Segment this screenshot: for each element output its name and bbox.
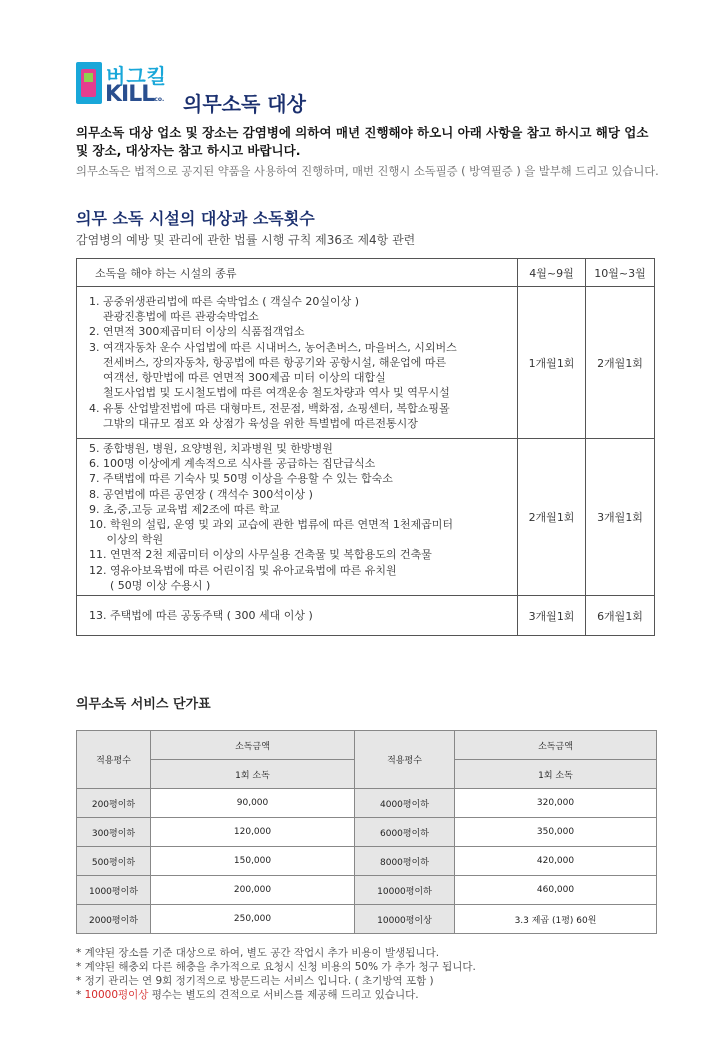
table-header-row — [77, 259, 655, 287]
list-item: 5. 종합병원, 병원, 요양병원, 치과병원 및 한방병원 — [89, 441, 333, 455]
list-item: 전세버스, 장의자동차, 항공법에 따른 항공기와 공항시설, 해운업에 따른 — [89, 355, 447, 369]
area-cell: 4000평이하 — [355, 789, 455, 818]
header-area: 적용평수 — [355, 731, 455, 789]
notes-block — [76, 946, 476, 1002]
header-area: 적용평수 — [77, 731, 151, 789]
frequency-summer: 3개월1회 — [518, 596, 586, 636]
logo-text-ko: 버그킬 — [106, 64, 167, 88]
section-subtitle-law: 감염병의 예방 및 관리에 관한 법률 시행 규칙 제36조 제4항 관련 — [76, 233, 416, 247]
list-item: 여객선, 항만법에 따른 연면적 300제곱 미터 이상의 대합실 — [89, 371, 386, 385]
area-cell: 10000평이하 — [355, 876, 455, 905]
note-item: * 정기 관리는 연 9회 정기적으로 방문드리는 서비스 입니다. ( 초기방역 포함 ) — [76, 975, 434, 987]
header-price: 소독금액 — [455, 731, 657, 760]
area-cell: 1000평이하 — [77, 876, 151, 905]
facility-list — [77, 287, 518, 439]
list-item: 2. 연면적 300제곱미터 이상의 식품접객업소 — [89, 325, 305, 339]
facility-list — [77, 596, 518, 636]
list-item: ( 50명 이상 수용시 ) — [89, 578, 211, 592]
header-per-visit: 1회 소독 — [151, 760, 355, 789]
logo-text-en: KILLco. — [105, 82, 165, 107]
area-cell: 200평이하 — [77, 789, 151, 818]
header-price: 소독금액 — [151, 731, 355, 760]
price-cell: 200,000 — [151, 876, 355, 905]
price-cell: 460,000 — [455, 876, 657, 905]
intro-text: 의무소독은 법적으로 공지된 약품을 사용하여 진행하며, 매번 진행시 소독필증 ( 방역필증 ) 을 발부해 드리고 있습니다. — [76, 165, 659, 178]
list-item: 그밖의 대규모 점포 와 상점가 육성을 위한 특별법에 따른전통시장 — [89, 416, 418, 430]
header-apr-sep: 4월~9월 — [518, 259, 586, 287]
list-item: 7. 주택법에 따른 기숙사 및 50명 이상을 수용할 수 있는 합숙소 — [89, 472, 393, 486]
section-title-pricing: 의무소독 서비스 단가표 — [76, 697, 211, 712]
frequency-summer: 2개월1회 — [518, 439, 586, 596]
note-item: * 10000평이상 평수는 별도의 견적으로 서비스를 제공해 드리고 있습니다. — [76, 989, 419, 1001]
price-cell: 90,000 — [151, 789, 355, 818]
table-row — [77, 905, 657, 934]
list-item: 11. 연면적 2천 제곱미터 이상의 사무실용 건축물 및 복합용도의 건축물 — [89, 548, 432, 562]
area-cell: 500평이하 — [77, 847, 151, 876]
header-per-visit: 1회 소독 — [455, 760, 657, 789]
list-item: 13. 주택법에 따른 공동주택 ( 300 세대 이상 ) — [89, 608, 313, 622]
area-cell: 10000평이상 — [355, 905, 455, 934]
facility-table — [76, 258, 655, 636]
list-item: 8. 공연법에 따른 공연장 ( 객석수 300석이상 ) — [89, 487, 313, 501]
list-item: 6. 100명 이상에게 계속적으로 식사를 공급하는 집단급식소 — [89, 457, 376, 471]
area-cell: 6000평이하 — [355, 818, 455, 847]
frequency-summer: 1개월1회 — [518, 287, 586, 439]
page-title: 의무소독 대상 — [183, 92, 306, 116]
price-cell: 320,000 — [455, 789, 657, 818]
list-item: 4. 유통 산업발전법에 따른 대형마트, 전문점, 백화점, 쇼핑센터, 복합쇼핑몰 — [89, 401, 450, 415]
area-cell: 300평이하 — [77, 818, 151, 847]
table-row — [77, 847, 657, 876]
table-row — [77, 439, 655, 596]
table-row — [77, 818, 657, 847]
logo-mark-icon — [76, 62, 102, 104]
frequency-winter: 3개월1회 — [586, 439, 655, 596]
list-item: 1. 공중위생관리법에 따른 숙박업소 ( 객실수 20실이상 ) — [89, 295, 360, 309]
list-item: 9. 초,중,고등 교육법 제2조에 따른 학교 — [89, 502, 280, 516]
list-item: 10. 학원의 설립, 운영 및 과외 교습에 관한 법류에 따른 연면적 1천제곱미터 — [89, 518, 453, 531]
section-title-facilities: 의무 소독 시설의 대상과 소독횟수 — [76, 209, 315, 228]
frequency-winter: 6개월1회 — [586, 596, 655, 636]
table-row — [77, 596, 655, 636]
header-oct-mar: 10월~3월 — [586, 259, 655, 287]
note-item: * 계약된 장소를 기준 대상으로 하여, 별도 공간 작업시 추가 비용이 발생됩니다. — [76, 947, 440, 959]
price-cell: 3.3 제곱 (1평) 60원 — [455, 905, 657, 934]
header-facility-type: 소독을 해야 하는 시설의 종류 — [77, 259, 518, 287]
price-cell: 120,000 — [151, 818, 355, 847]
list-item: 12. 영유아보육법에 따른 어린이집 및 유아교육법에 따른 유치원 — [89, 563, 397, 577]
price-cell: 420,000 — [455, 847, 657, 876]
area-cell: 2000평이하 — [77, 905, 151, 934]
facility-list — [77, 439, 518, 596]
list-item: 철도사업법 및 도시철도법에 따른 여객운송 철도차량과 역사 및 역무시설 — [89, 386, 450, 400]
price-cell: 350,000 — [455, 818, 657, 847]
table-row — [77, 876, 657, 905]
pricing-table — [76, 730, 657, 934]
price-cell: 150,000 — [151, 847, 355, 876]
price-cell: 250,000 — [151, 905, 355, 934]
intro-bold-text: 의무소독 대상 업소 및 장소는 감염병에 의하여 매년 진행해야 하오니 아래 사항을 참고 하시고 해당 업소 및 장소, 대상자는 참고 하시고 바랍니다. — [76, 125, 649, 158]
area-cell: 8000평이하 — [355, 847, 455, 876]
pricing-header-row — [77, 731, 657, 760]
list-item: 이상의 학원 — [89, 533, 164, 547]
note-highlight: 10000평이상 — [84, 989, 149, 1001]
list-item: 관광진흥법에 따른 관광숙박업소 — [89, 310, 259, 324]
table-row — [77, 789, 657, 818]
list-item: 3. 여객자동차 운수 사업법에 따른 시내버스, 농어촌버스, 마을버스, 시외버스 — [89, 340, 457, 354]
note-item: * 계약된 해충외 다른 해충을 추가적으로 요청시 신청 비용의 50% 가 추가 청구 됩니다. — [76, 961, 476, 973]
brand-logo — [76, 60, 186, 107]
table-row — [77, 287, 655, 439]
frequency-winter: 2개월1회 — [586, 287, 655, 439]
